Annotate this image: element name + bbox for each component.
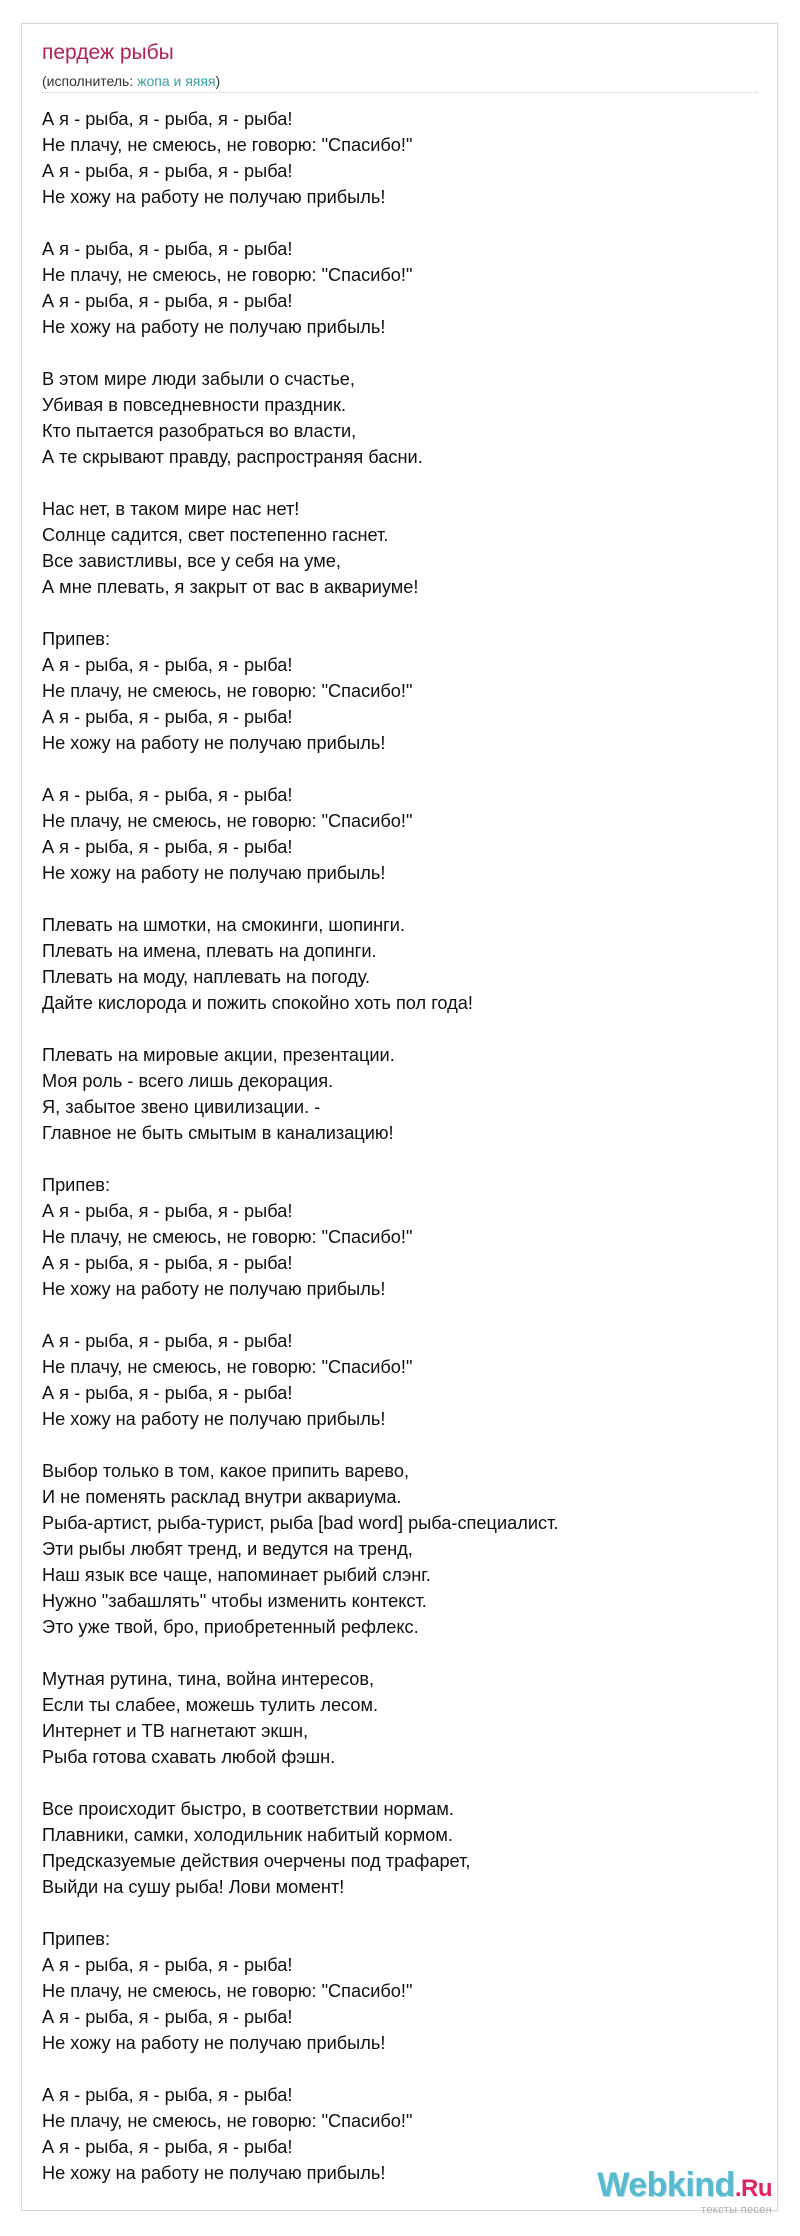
logo-name: Webkind — [597, 2166, 735, 2204]
logo-wordmark — [597, 2168, 772, 2206]
artist-prefix: (исполнитель: — [42, 73, 138, 89]
artist-link[interactable]: жопа и яяяя — [137, 73, 216, 89]
artist-suffix: ) — [215, 73, 221, 89]
song-title: пердеж рыбы — [42, 41, 174, 64]
logo-tld: .Ru — [734, 2175, 772, 2202]
artist-line — [42, 72, 220, 90]
logo-tagline: тексты песен — [701, 2204, 772, 2216]
site-logo[interactable] — [597, 2168, 772, 2216]
lyrics-text: А я - рыба, я - рыба, я - рыба! Не плачу, не смеюсь, не говорю: "Спасибо!" А я - рыба, я - рыба, я - рыба! Не хожу на работу не получаю прибыль! А я - рыба, я - рыба, я - рыба! Не плачу, не смеюсь, не говорю: "Спасибо!" А я - рыба, я - рыба, я - рыба! Не хожу на работу не получаю прибыль! В этом мире люди забыли о счастье, Убивая в повседневности праздник. Кто пытается разобраться во власти, А те скрывают правду, распространяя басни. Нас нет, в таком мире нас нет! Солнце садится, свет постепенно гаснет. Все завистливы, все у себя на уме, А мне плевать, я закрыт от вас в аквариуме! Припев: А я - рыба, я - рыба, я - рыба! Не плачу, не смеюсь, не говорю: "Спасибо!" А я - рыба, я - рыба, я - рыба! Не хожу на работу не получаю прибыль! А я - рыба, я - рыба, я - рыба! Не плачу, не смеюсь, не говорю: "Спасибо!" А я - рыба, я - рыба, я - рыба! Не хожу на работу не получаю прибыль! Плевать на шмотки, на смокинги, шопинги. Плевать на имена, плевать на допинги. Плевать на моду, наплевать на погоду. Дайте кислорода и пожить спокойно хоть пол года! Плевать на мировые акции, презентации. Моя роль - всего лишь декорация. Я, забытое звено цивилизации. - Главное не быть смытым в канализацию! Припев: А я - рыба, я - рыба, я - рыба! Не плачу, не смеюсь, не говорю: "Спасибо!" А я - рыба, я - рыба, я - рыба! Не хожу на работу не получаю прибыль! А я - рыба, я - рыба, я - рыба! Не плачу, не смеюсь, не говорю: "Спасибо!" А я - рыба, я - рыба, я - рыба! Не хожу на работу не получаю прибыль! Выбор только в том, какое припить варево, И не поменять расклад внутри аквариума. Рыба-артист, рыба-турист, рыба [bad word] рыба-специалист. Эти рыбы любят тренд, и ведутся на тренд, Наш язык все чаще, напоминает рыбий слэнг. Нужно "забашлять" чтобы изменить контекст. Это уже твой, бро, приобретенный рефлекс. Мутная рутина, тина, война интересов, Если ты слабее, можешь тулить лесом. Интернет и ТВ нагнетают экшн, Рыба готова схавать любой фэшн. Все происходит быстро, в соответствии нормам. Плавники, самки, холодильник набитый кормом. Предсказуемые действия очерчены под трафарет, Выйди на сушу рыба! Лови момент! Припев: А я - рыба, я - рыба, я - рыба! Не плачу, не смеюсь, не говорю: "Спасибо!" А я - рыба, я - рыба, я - рыба! Не хожу на работу не получаю прибыль! А я - рыба, я - рыба, я - рыба! Не плачу, не смеюсь, не говорю: "Спасибо!" А я - рыба, я - рыба, я - рыба! Не хожу на работу не получаю прибыль! — [42, 109, 559, 2183]
header-divider — [42, 92, 758, 93]
